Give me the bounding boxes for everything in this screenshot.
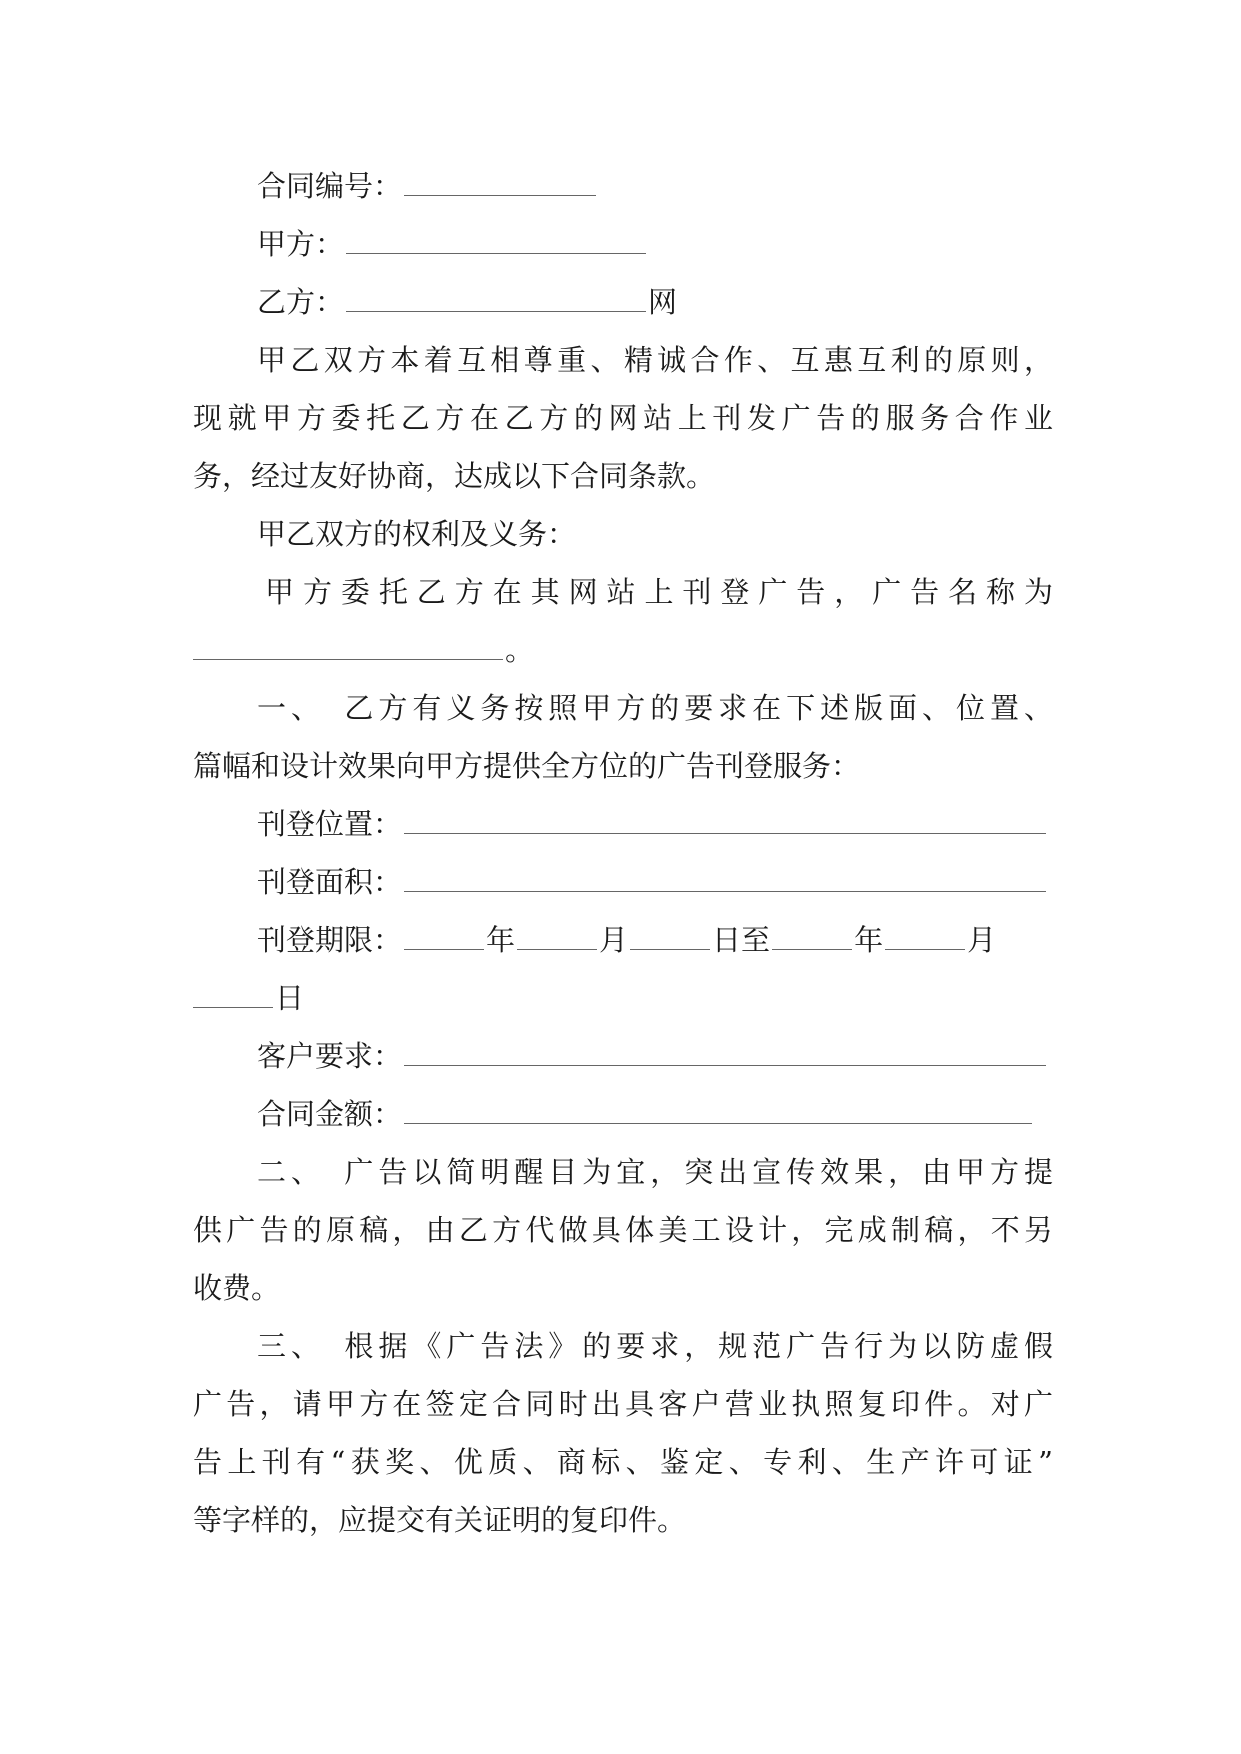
intro-line-2: 现就甲方委托乙方在乙方的网站上刊发广告的服务合作业: [193, 401, 1053, 435]
clause3-line-3: 告上刊有“获奖、优质、商标、鉴定、专利、生产许可证”: [193, 1445, 1053, 1479]
start-year-blank: [404, 923, 484, 950]
clause2-line-3: 收费。: [193, 1271, 281, 1305]
end-day-blank: [193, 981, 273, 1008]
clause2-line-2: 供广告的原稿，由乙方代做具体美工设计，完成制稿，不另: [193, 1213, 1053, 1247]
customer-requirements-blank: [404, 1039, 1046, 1066]
intro-line-3: 务，经过友好协商，达成以下合同条款。: [193, 459, 716, 493]
party-b-label: 乙方：: [257, 285, 345, 319]
period-label: 刊登期限：: [257, 923, 403, 957]
ad-name-blank: [193, 633, 503, 660]
area-line: [257, 860, 1117, 904]
clause2-line-1: 二、 广告以简明醒目为宜，突出宣传效果，由甲方提: [257, 1155, 1053, 1189]
start-month-blank: [517, 923, 597, 950]
position-blank: [404, 807, 1046, 834]
amount-blank: [404, 1097, 1032, 1124]
clause1-line-1: 一、 乙方有义务按照甲方的要求在下述版面、位置、: [257, 691, 1053, 725]
end-day-text: 日: [275, 981, 305, 1015]
ad-name-end: 。: [505, 633, 535, 667]
amount-line: [257, 1092, 1117, 1136]
party-b-line: [257, 280, 1117, 324]
period-line-2: [193, 976, 1053, 1020]
day-to-text: 日至: [712, 923, 771, 957]
party-b-blank: [346, 285, 646, 312]
area-blank: [404, 865, 1046, 892]
party-a-blank: [346, 227, 646, 254]
ad-name-line: 甲方委托乙方在其网站上刊登广告，广告名称为: [265, 575, 1053, 609]
contract-number-blank: [404, 169, 596, 196]
party-b-suffix: 网: [648, 285, 678, 319]
start-month-text: 月: [599, 923, 629, 957]
customer-requirements-line: [257, 1034, 1117, 1078]
amount-label: 合同金额：: [257, 1097, 403, 1131]
clause3-line-4: 等字样的，应提交有关证明的复印件。: [193, 1503, 687, 1537]
end-month-blank: [885, 923, 965, 950]
end-year-blank: [772, 923, 852, 950]
clause3-line-2: 广告，请甲方在签定合同时出具客户营业执照复印件。对广: [193, 1387, 1053, 1421]
customer-requirements-label: 客户要求：: [257, 1039, 403, 1073]
clause1-line-2: 篇幅和设计效果向甲方提供全方位的广告刊登服务：: [193, 749, 861, 783]
intro-line-1: 甲乙双方本着互相尊重、精诚合作、互惠互利的原则，: [257, 343, 1053, 377]
clause3-line-1: 三、 根据《广告法》的要求，规范广告行为以防虚假: [257, 1329, 1053, 1363]
period-line: [257, 918, 1117, 962]
area-label: 刊登面积：: [257, 865, 403, 899]
end-month-text: 月: [967, 923, 997, 957]
contract-number-line: [257, 164, 1117, 208]
rights-heading: 甲乙双方的权利及义务：: [257, 517, 577, 551]
position-label: 刊登位置：: [257, 807, 403, 841]
party-a-line: [257, 222, 1117, 266]
ad-name-blank-line: [193, 628, 1053, 672]
end-year-text: 年: [854, 923, 884, 957]
start-day-blank: [630, 923, 710, 950]
party-a-label: 甲方：: [257, 227, 345, 261]
contract-number-label: 合同编号：: [257, 169, 403, 203]
position-line: [257, 802, 1117, 846]
start-year-text: 年: [486, 923, 516, 957]
